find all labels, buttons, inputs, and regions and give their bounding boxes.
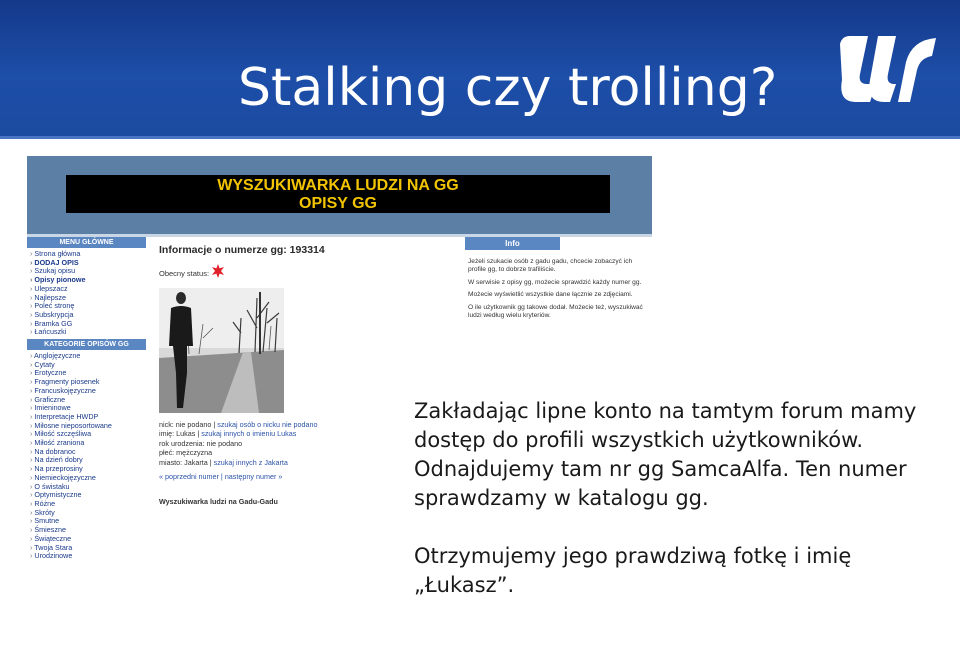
info-paragraph: O ile użytkownik gg takowe dodał. Możecie też, wyszukiwać ludzi według wielu kryteriów. bbox=[468, 303, 643, 320]
name-search-link[interactable]: szukaj innych o imieniu Lukas bbox=[201, 429, 297, 439]
category-item[interactable]: › Urodzinowe bbox=[30, 552, 146, 560]
category-item[interactable]: › Cytaty bbox=[30, 361, 146, 370]
menu-item[interactable]: › Strona główna bbox=[30, 250, 146, 259]
category-item[interactable]: › Graficzne bbox=[30, 396, 146, 405]
site-sidebar bbox=[27, 237, 146, 560]
category-item[interactable]: › Miłosne nieposortowane bbox=[30, 422, 146, 431]
nick-search-link[interactable]: szukaj osób o nicku nie podano bbox=[217, 420, 318, 429]
slide-title: Stalking czy trolling? bbox=[238, 58, 778, 118]
category-item[interactable]: › Smutne bbox=[30, 517, 146, 526]
category-item[interactable]: › Niemieckojęzyczne bbox=[30, 474, 146, 483]
category-item[interactable]: › Na przeprosiny bbox=[30, 465, 146, 474]
category-item[interactable]: › Miłość zraniona bbox=[30, 439, 146, 448]
info-paragraph: Jeżeli szukacie osób z gadu gadu, chcecie zobaczyć ich profile gg, to dobrze trafiliście. bbox=[468, 258, 633, 274]
menu-item[interactable]: › DODAJ OPIS bbox=[30, 259, 146, 268]
status-busy-icon bbox=[211, 264, 225, 278]
category-item[interactable]: › Imieninowe bbox=[30, 404, 146, 413]
body-paragraph-2: Otrzymujemy jego prawdziwą fotkę i imię „Łukasz”. bbox=[414, 544, 852, 597]
menu-item[interactable]: › Najlepsze bbox=[30, 294, 146, 303]
info-box bbox=[465, 237, 652, 320]
city-search-link[interactable]: szukaj innych z Jakarta bbox=[213, 457, 288, 467]
info-paragraph: W serwisie z opisy gg, możecie sprawdzić każdy numer gg. bbox=[468, 278, 642, 286]
next-number-link[interactable]: następny numer » bbox=[224, 472, 283, 481]
menu-item[interactable]: › Łańcuszki bbox=[30, 328, 146, 337]
profile-photo[interactable] bbox=[159, 288, 284, 413]
banner-line-2: OPISY GG bbox=[299, 195, 377, 212]
profile-title: Informacje o numerze gg: 193314 bbox=[159, 244, 325, 256]
category-item[interactable]: › Świąteczne bbox=[30, 535, 146, 544]
category-item[interactable]: › Optymistyczne bbox=[30, 491, 146, 500]
menu-item[interactable]: › Opisy pionowe bbox=[30, 276, 146, 285]
categories-list bbox=[27, 350, 146, 560]
city-value: miasto: Jakarta bbox=[159, 457, 208, 467]
name-value: imię: Lukas bbox=[159, 429, 196, 439]
category-item[interactable]: › Fragmenty piosenek bbox=[30, 378, 146, 387]
menu-item[interactable]: › Bramka GG bbox=[30, 320, 146, 329]
menu-item[interactable]: › Szukaj opisu bbox=[30, 267, 146, 276]
menu-item[interactable]: › Poleć stronę bbox=[30, 302, 146, 311]
category-item[interactable]: › O świstaku bbox=[30, 483, 146, 492]
menu-item[interactable]: › Subskrypcja bbox=[30, 311, 146, 320]
category-item[interactable]: › Francuskojęzyczne bbox=[30, 387, 146, 396]
categories-heading: KATEGORIE OPISÓW GG bbox=[27, 339, 146, 350]
category-item[interactable]: › Na dobranoc bbox=[30, 448, 146, 457]
birth-value: rok urodzenia: nie podano bbox=[159, 438, 243, 448]
slide-body bbox=[414, 397, 954, 600]
category-item[interactable]: › Anglojęzyczne bbox=[30, 352, 146, 361]
info-paragraph: Możecie wyświetlić wszystkie dane łącznie ze zdjęciami. bbox=[468, 291, 633, 299]
category-item[interactable]: › Erotyczne bbox=[30, 369, 146, 378]
menu-heading: MENU GŁÓWNE bbox=[27, 237, 146, 248]
category-item[interactable]: › Skróty bbox=[30, 509, 146, 518]
profile-details: nick: nie podano | szukaj osób o nicku nie podano imię: Lukas | szukaj innych o imieniu Lukas rok urodzenia: nie podano płeć: mężczyzna miasto: Jakarta | szukaj innych z Jakarta bbox=[159, 420, 318, 467]
site-banner[interactable] bbox=[66, 175, 610, 213]
body-paragraph-1: Zakładając lipne konto na tamtym forum mamy dostęp do profili wszystkich użytkowników. Odnajdujemy tam nr gg SamcaAlfa. Ten numer sprawdzamy w katalogu gg. bbox=[414, 399, 917, 510]
university-logo bbox=[834, 22, 944, 112]
sex-value: płeć: mężczyzna bbox=[159, 448, 213, 458]
header-divider bbox=[0, 136, 960, 139]
site-footer-link[interactable]: Wyszukiwarka ludzi na Gadu-Gadu bbox=[159, 497, 278, 506]
info-heading: Info bbox=[465, 237, 560, 250]
nick-value: nick: nie podano bbox=[159, 420, 212, 429]
prev-number-link[interactable]: « poprzedni numer bbox=[159, 472, 219, 481]
category-item[interactable]: › Twoja Stara bbox=[30, 544, 146, 553]
main-menu bbox=[27, 248, 146, 339]
banner-line-1: WYSZUKIWARKA LUDZI NA GG bbox=[217, 177, 459, 194]
category-item[interactable]: › Różne bbox=[30, 500, 146, 509]
number-navigation: « poprzedni numer | następny numer » bbox=[159, 472, 283, 481]
status-label: Obecny status: bbox=[159, 269, 210, 278]
category-item[interactable]: › Na dzień dobry bbox=[30, 456, 146, 465]
category-item[interactable]: › Interpretacje HWDP bbox=[30, 413, 146, 422]
menu-item[interactable]: › Ulepszacz bbox=[30, 285, 146, 294]
category-item[interactable]: › Miłość szczęśliwa bbox=[30, 430, 146, 439]
category-item[interactable]: › Śmieszne bbox=[30, 526, 146, 535]
